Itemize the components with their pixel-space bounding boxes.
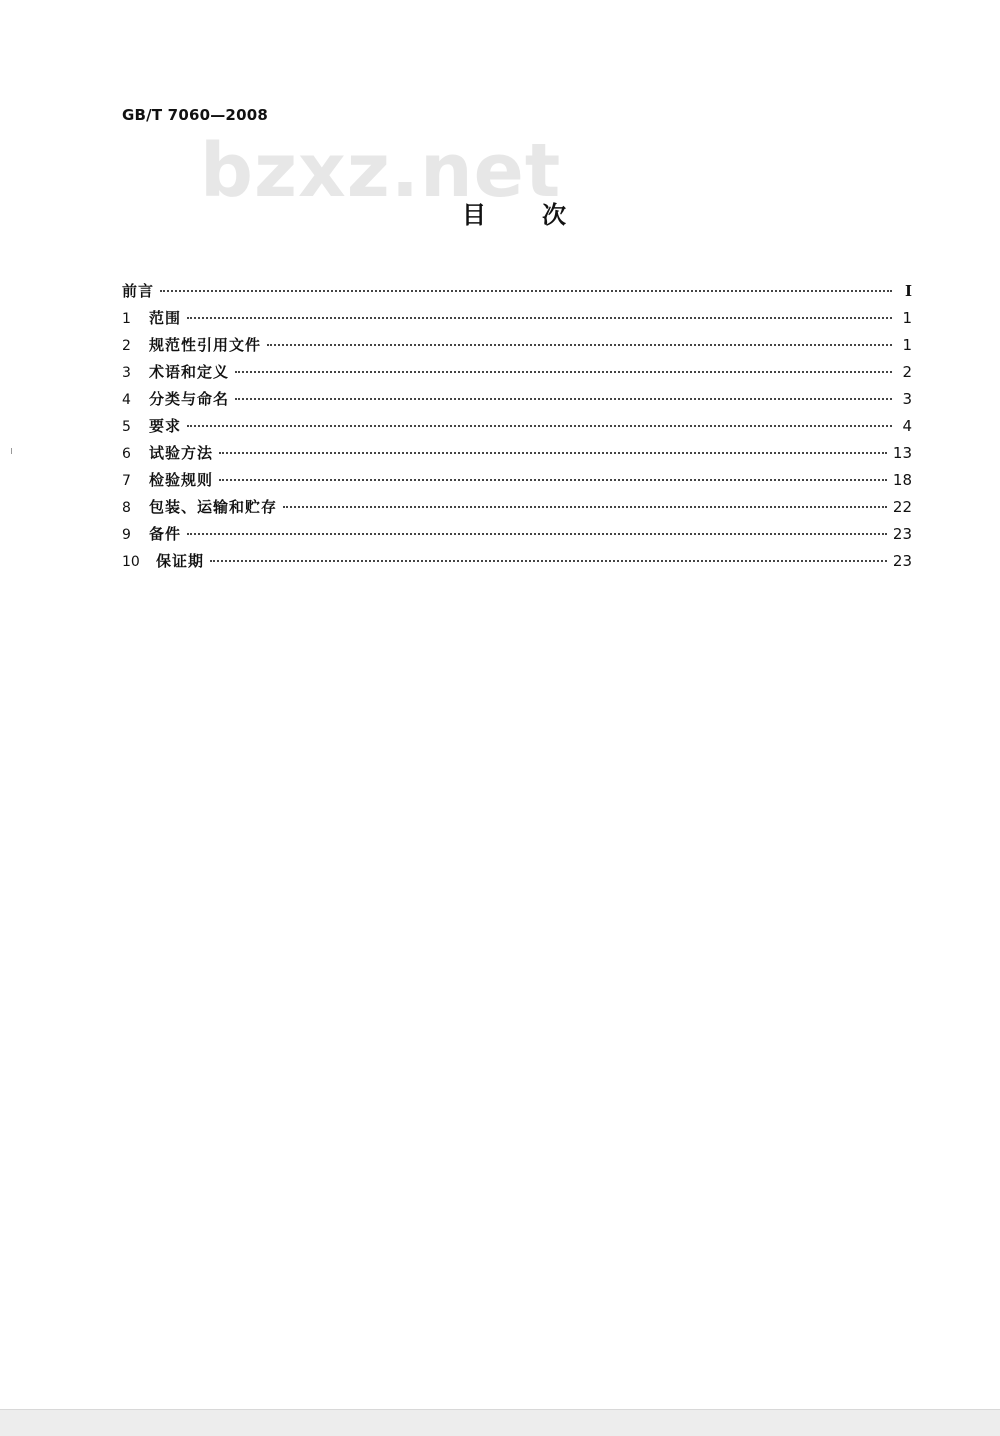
toc-entry-page: 23 bbox=[892, 525, 912, 543]
toc-entry-number: 9 bbox=[122, 527, 131, 543]
toc-leader-dots bbox=[187, 425, 892, 427]
table-of-contents bbox=[122, 279, 912, 576]
toc-entry-number: 1 bbox=[122, 311, 131, 327]
page-title: 目次 bbox=[462, 201, 622, 229]
toc-entry-page: 3 bbox=[902, 390, 912, 408]
toc-leader-dots bbox=[235, 371, 892, 373]
toc-entry-label: 保证期 bbox=[156, 552, 205, 570]
toc-entry-spare-parts[interactable] bbox=[122, 522, 912, 549]
toc-entry-requirements[interactable] bbox=[122, 414, 912, 441]
scan-margin-mark bbox=[11, 448, 12, 454]
toc-entry-label: 术语和定义 bbox=[149, 363, 230, 381]
toc-entry-classification[interactable] bbox=[122, 387, 912, 414]
toc-entry-number: 6 bbox=[122, 446, 131, 462]
watermark: bzxz.net bbox=[200, 128, 562, 214]
toc-entry-label: 范围 bbox=[149, 309, 182, 327]
toc-leader-dots bbox=[219, 452, 887, 454]
toc-entry-page: 22 bbox=[892, 498, 912, 516]
toc-entry-number: 4 bbox=[122, 392, 131, 408]
toc-entry-page: 13 bbox=[892, 444, 912, 462]
toc-entry-label: 规范性引用文件 bbox=[149, 336, 262, 354]
toc-entry-number: 2 bbox=[122, 338, 131, 354]
toc-leader-dots bbox=[160, 290, 892, 292]
toc-entry-inspection-rules[interactable] bbox=[122, 468, 912, 495]
toc-leader-dots bbox=[267, 344, 892, 346]
toc-entry-label: 试验方法 bbox=[149, 444, 214, 462]
standard-number: GB/T 7060—2008 bbox=[122, 106, 268, 124]
toc-entry-label: 包装、运输和贮存 bbox=[149, 498, 278, 516]
toc-entry-test-methods[interactable] bbox=[122, 441, 912, 468]
toc-entry-page: 18 bbox=[892, 471, 912, 489]
toc-entry-page: 23 bbox=[892, 552, 912, 570]
toc-entry-number: 10 bbox=[122, 554, 140, 570]
toc-leader-dots bbox=[219, 479, 887, 481]
toc-entry-label: 要求 bbox=[149, 417, 182, 435]
toc-entry-number: 7 bbox=[122, 473, 131, 489]
toc-leader-dots bbox=[187, 533, 887, 535]
page-bottom-edge bbox=[0, 1410, 1000, 1436]
toc-entry-number: 5 bbox=[122, 419, 131, 435]
toc-entry-foreword[interactable] bbox=[122, 279, 912, 306]
toc-leader-dots bbox=[187, 317, 892, 319]
toc-entry-page: 4 bbox=[902, 417, 912, 435]
toc-entry-normative-references[interactable] bbox=[122, 333, 912, 360]
toc-entry-scope[interactable] bbox=[122, 306, 912, 333]
toc-entry-page: 1 bbox=[902, 336, 912, 354]
toc-entry-page: 2 bbox=[902, 363, 912, 381]
toc-entry-number: 3 bbox=[122, 365, 131, 381]
toc-entry-label: 前言 bbox=[122, 282, 155, 300]
toc-entry-page: I bbox=[904, 282, 912, 300]
toc-entry-terms-definitions[interactable] bbox=[122, 360, 912, 387]
toc-entry-packaging[interactable] bbox=[122, 495, 912, 522]
toc-entry-label: 备件 bbox=[149, 525, 182, 543]
toc-entry-warranty[interactable] bbox=[122, 549, 912, 576]
toc-entry-label: 检验规则 bbox=[149, 471, 214, 489]
toc-entry-number: 8 bbox=[122, 500, 131, 516]
toc-entry-page: 1 bbox=[902, 309, 912, 327]
toc-entry-label: 分类与命名 bbox=[149, 390, 230, 408]
toc-leader-dots bbox=[283, 506, 887, 508]
toc-leader-dots bbox=[210, 560, 887, 562]
toc-leader-dots bbox=[235, 398, 892, 400]
